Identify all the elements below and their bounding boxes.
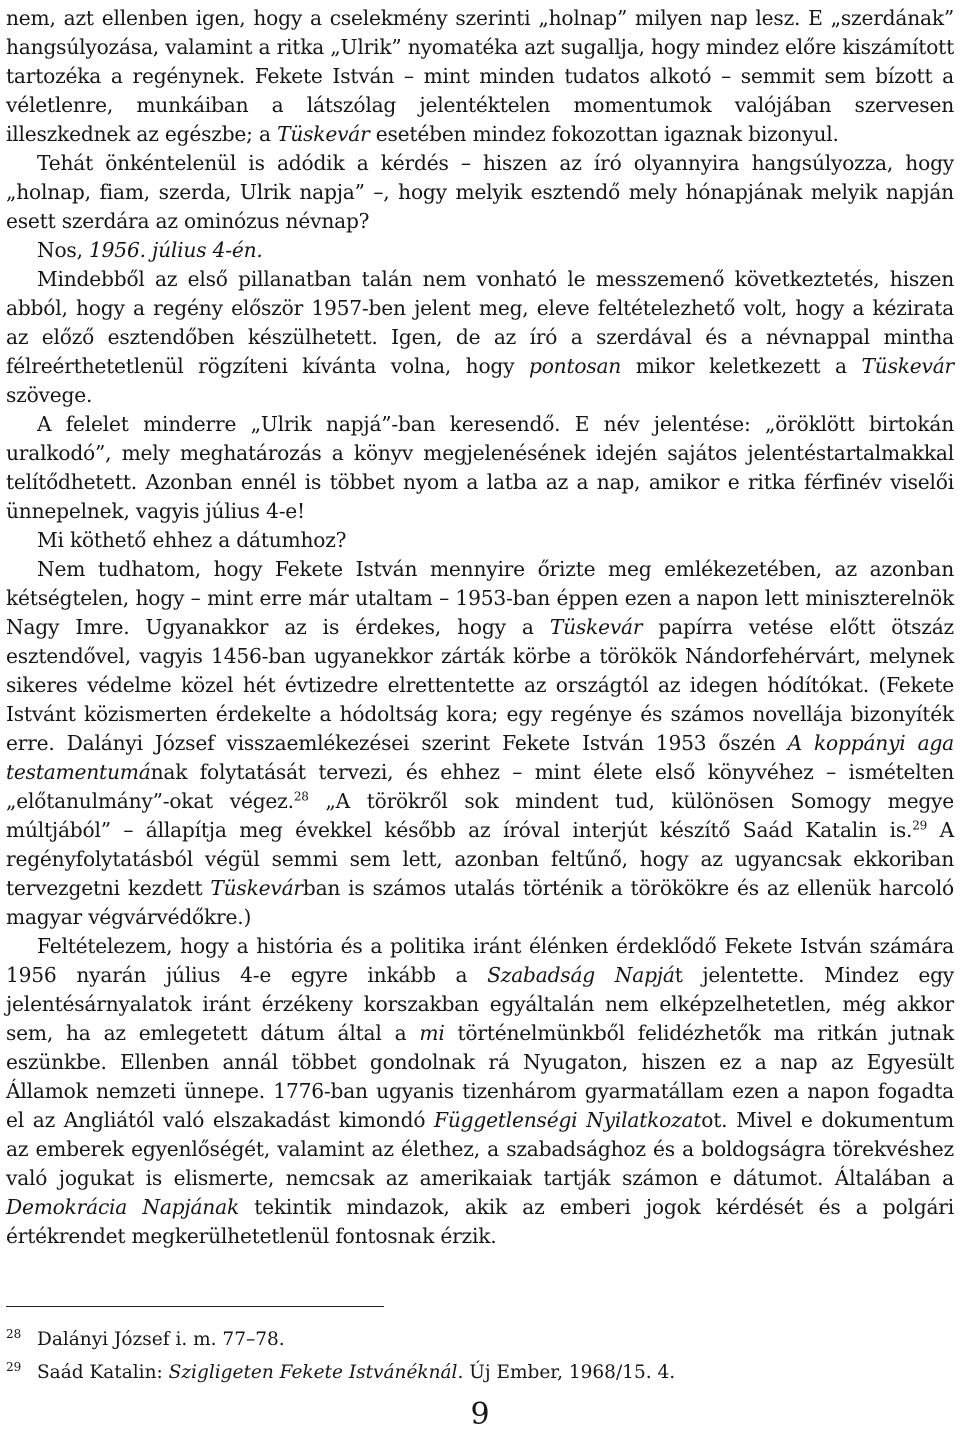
- paragraph: Nos, 1956. július 4-én.: [37, 238, 263, 262]
- paragraph: Nem tudhatom, hogy Fekete István mennyire őrizte meg emlékezetében, az azonban kétségtelen, hogy – mint erre már utaltam – 1953-ban éppen ezen a napon lett miniszterelnök Nagy Imre. Ugyanakkor az is érdekes, hogy a Tüskevár papírra vetése előtt ötszáz esztendővel, vagyis 1456-ban ugyanekkor zárták körbe a törökök Nándorfehérvárt, melynek sikeres védelme közel hét évtizedre elrettentette az országtól az idegen hódítókat. (Fekete Istvánt közismerten érdekelte a hódoltság kora; egy regénye és számos novellája bizonyíték erre. Dalányi József visszaemlékezései szerint Fekete István 1953 őszén A koppányi aga testamentumának folytatását tervezi, és ehhez – mint élete első könyvéhez – ismételten „előtanulmány”-okat végez.$^{28}$ „A törökről sok mindent tud, különösen Somogy megye múltjából” – állapítja meg évekkel később az íróval interjút készítő Saád Katalin is.$^{29}$ A regényfolytatásból végül semmi sem lett, azonban feltűnő, hogy az ugyancsak ekkoriban tervezgetni kezdett Tüskevárban is számos utalás történik a törökökre és az ellenük harcoló magyar végvárvédőkre.): [6, 557, 954, 929]
- footnote: [6, 1357, 946, 1390]
- footnote-ref: 28: [293, 789, 309, 804]
- paragraph: Feltételezem, hogy a história és a politika iránt élénken érdeklődő Fekete István számára 1956 nyarán július 4-e egyre inkább a Szabadság Napját jelentette. Mindez egy jelentésárnyalatok iránt érzékeny korszakban egyáltalán nem elképzelhetetlen, még akkor sem, ha az emlegetett dátum által a mi történelmünkből felidézhetők ma ritkán jutnak eszünkbe. Ellenben annál többet gondolnak rá Nyugaton, hiszen ez a nap az Egyesült Államok nemzeti ünnepe. 1776-ban ugyanis tizenhárom gyarmatállam ezen a napon fogadta el az Angliától való elszakadást kimondó Függetlenségi Nyilatkozatot. Mivel e dokumentum az emberek egyenlőségét, valamint az élethez, a szabadsághoz és a boldogságra törekvéshez való jogukat is elismerte, nemcsak az amerikaiak tartják számon e dátumot. Általában a Demokrácia Napjának tekintik mindazok, akik az emberi jogok kérdését és a polgári értékrendet megkerülhetetlenül fontosnak érzik.: [6, 934, 954, 1248]
- body-text: [6, 4, 954, 1251]
- paragraph: Mi köthető ehhez a dátumhoz?: [37, 528, 347, 552]
- footnote-number: 28: [6, 1327, 22, 1341]
- paragraph: Mindebből az első pillanatban talán nem vonható le messzemenő következtetés, hiszen abból, hogy a regény először 1957-ben jelent meg, eleve feltételezhető volt, hogy a kézirata az előző esztendőben készülhetett. Igen, de az író a szerdával és a névnappal mintha félreérthetetlenül rögzíteni kívánta volna, hogy pontosan mikor keletkezett a Tüskevár szövege.: [6, 267, 954, 407]
- footnote-separator: [6, 1306, 384, 1307]
- paragraph: Tehát önkéntelenül is adódik a kérdés – hiszen az író olyannyira hangsúlyozza, hogy „holnap, fiam, szerda, Ulrik napja” –, hogy melyik esztendő mely hónapjának melyik napján esett szerdára az ominózus névnap?: [6, 151, 954, 233]
- footnote-text: Saád Katalin: Szigligeten Fekete Istvánéknál. Új Ember, 1968/15. 4.: [37, 1362, 676, 1383]
- footnote-text: Dalányi József i. m. 77–78.: [37, 1329, 285, 1350]
- footnote-number: 29: [6, 1360, 22, 1374]
- footnotes: [6, 1324, 946, 1390]
- paragraph: A felelet minderre „Ulrik napjá”-ban keresendő. E név jelentése: „öröklött birtokán uralkodó”, mely meghatározás a könyv megjelenésének idején sajátos jelentéstartalmakkal telítődhetett. Azonban ennél is többet nyom a latba az a nap, amikor e ritka férfinév viselői ünnepelnek, vagyis július 4-e!: [6, 412, 954, 523]
- paragraph: nem, azt ellenben igen, hogy a cselekmény szerinti „holnap” milyen nap lesz. E „szerdának” hangsúlyozása, valamint a ritka „Ulrik” nyomatéka azt sugallja, hogy mindez előre kiszámított tartozéka a regénynek. Fekete István – mint minden tudatos alkotó – semmit sem bízott a véletlenre, munkáiban a látszólag jelentéktelen momentumok valójában szervesen illeszkednek az egészbe; a Tüskevár esetében mindez fokozottan igaznak bizonyul.: [6, 6, 954, 146]
- footnote-ref: 29: [912, 818, 928, 833]
- page-number: 9: [470, 1397, 490, 1432]
- footnote: [6, 1324, 946, 1357]
